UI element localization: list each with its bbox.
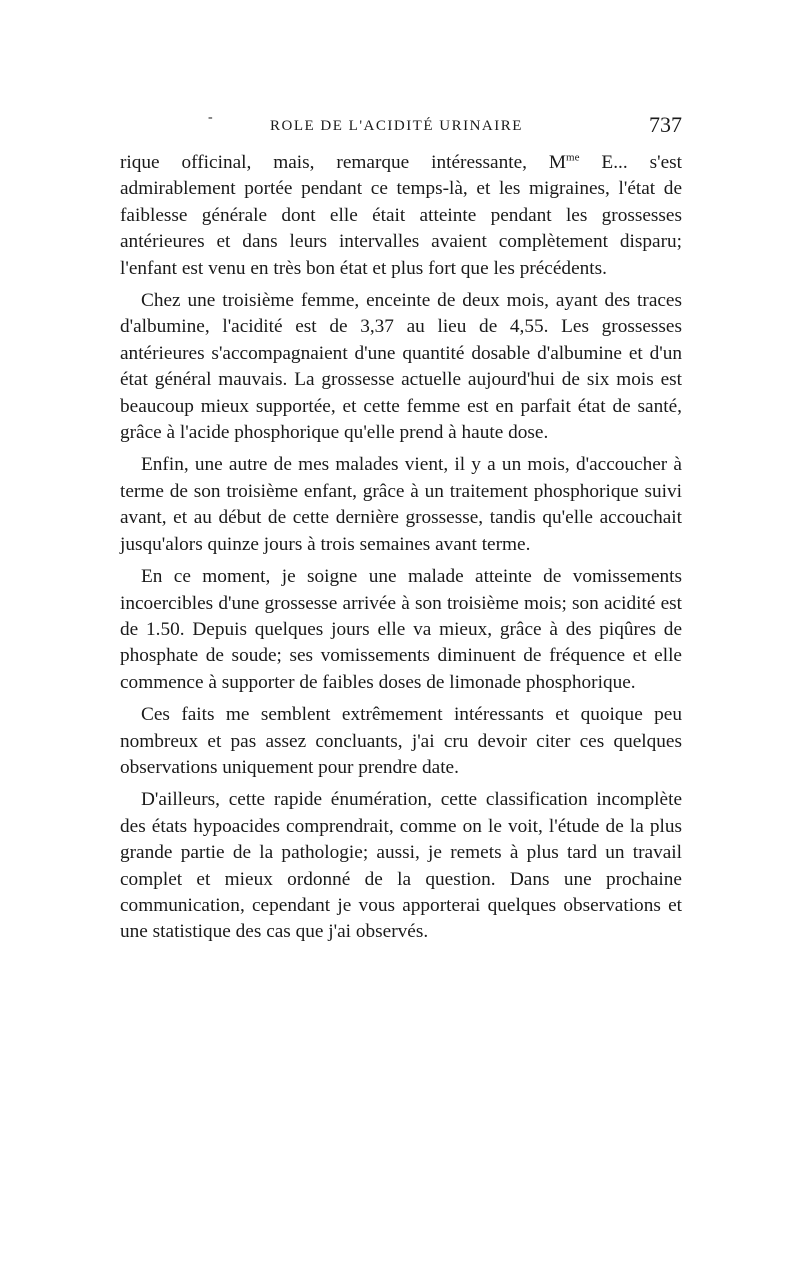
paragraph: D'ailleurs, cette rapide énumération, cette classification incomplète des états hypoacides comprendrait, comme on le voit, l'étude de la plus grande partie de la pathologie; aussi, je remets à plus tard un travail complet et mieux ordonné de la question. Dans une prochaine communication, cependant je vous apporterai quelques observations et une statistique des cas que j'ai observés. <box>120 789 682 943</box>
running-title: ROLE DE L'ACIDITÉ URINAIRE <box>270 118 523 134</box>
header-mark: - <box>208 110 213 125</box>
paragraph-text: rique officinal, mais, remarque intéressante, M <box>120 152 567 173</box>
paragraph: Enfin, une autre de mes malades vient, il y a un mois, d'accoucher à terme de son troisième enfant, grâce à un traitement phosphorique suivi avant, et au début de cette dernière grossesse, tandis qu'elle accouchait jusqu'alors quinze jours à trois semaines avant terme. <box>120 454 682 555</box>
running-head <box>120 108 682 142</box>
superscript-abbreviation: me <box>566 151 580 164</box>
paragraph-text: E... s'est admirablement portée pendant ce temps-là, et les migraines, l'état de faiblesse générale dont elle était atteinte pendant les grossesses antérieures et dans leurs intervalles avaient complètement disparu; l'enfant est venu en très bon état et plus fort que les précédents. <box>120 152 682 279</box>
paragraph: En ce moment, je soigne une malade atteinte de vomissements incoercibles d'une grossesse arrivée à son troisième mois; son acidité est de 1.50. Depuis quelques jours elle va mieux, grâce à des piqûres de phosphate de soude; ses vomissements diminuent de fréquence et elle commence à supporter de faibles doses de limonade phosphorique. <box>120 566 682 693</box>
paragraph: Ces faits me semblent extrêmement intéressants et quoique peu nombreux et pas assez concluants, j'ai cru devoir citer ces quelques observations uniquement pour prendre date. <box>120 704 682 778</box>
page-number: 737 <box>649 112 682 137</box>
paragraph-continuation <box>120 150 682 282</box>
paragraph: Chez une troisième femme, enceinte de deux mois, ayant des traces d'albumine, l'acidité est de 3,37 au lieu de 4,55. Les grossesses antérieures s'accompagnaient d'une quantité dosable d'albumine et d'un état général mauvais. La grossesse actuelle aujourd'hui de six mois est beaucoup mieux supportée, et cette femme est en parfait état de santé, grâce à l'acide phosphorique qu'elle prend à haute dose. <box>120 290 682 444</box>
body-text <box>120 150 682 946</box>
